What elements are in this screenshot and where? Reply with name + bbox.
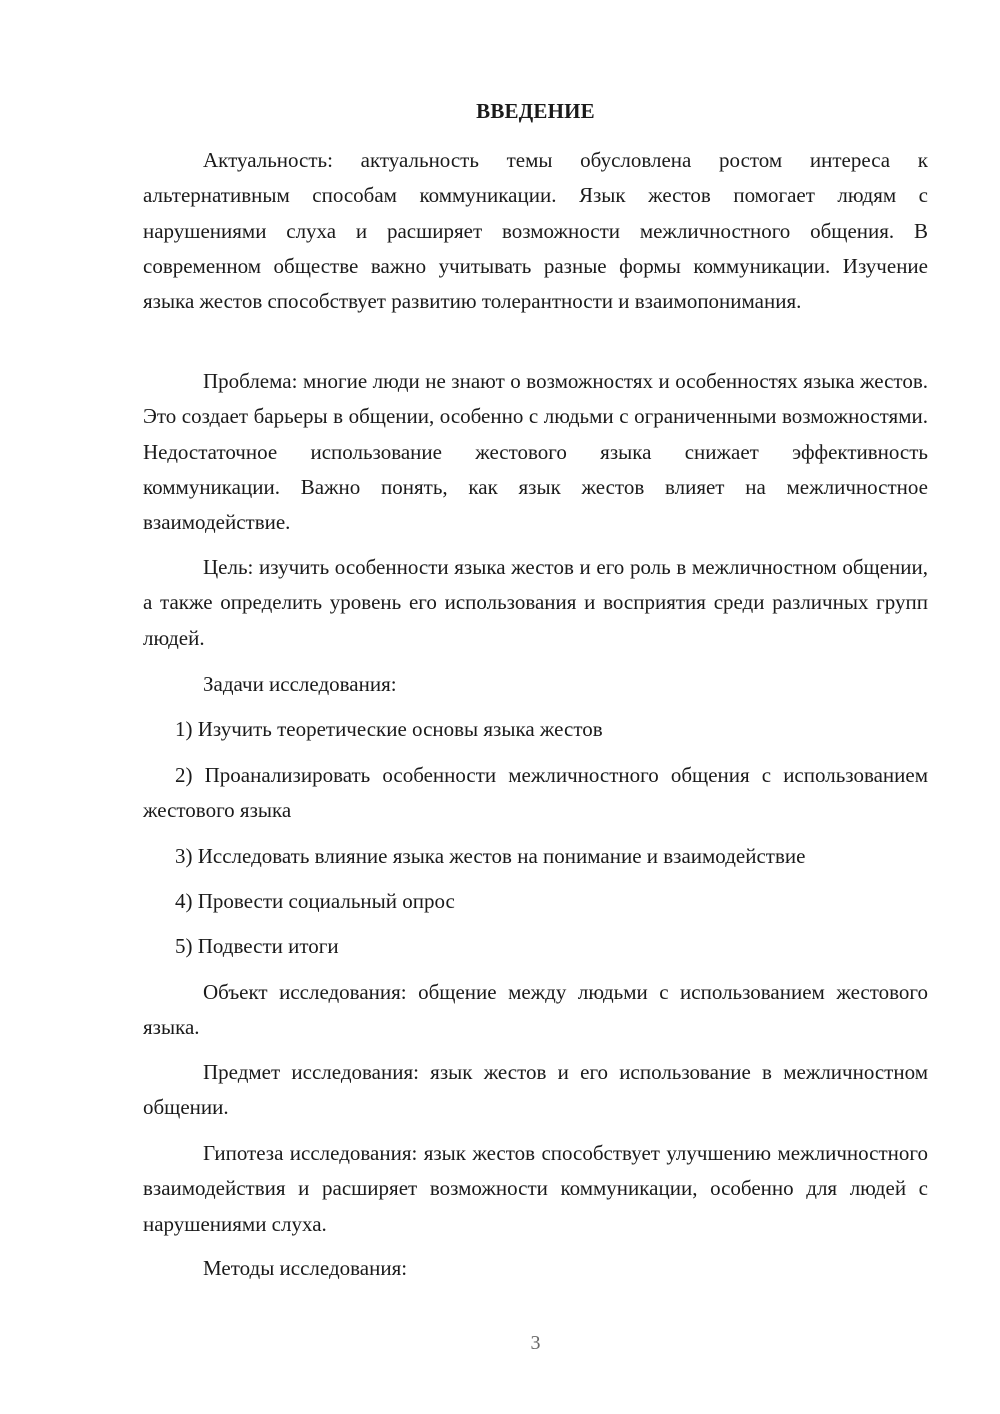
paragraph-relevance: Актуальность: актуальность темы обусловлена ростом интереса к альтернативным способам коммуникации. Язык жестов помогает людям с нарушениями слуха и расширяет возможности межличностного общения. В современном обществе важно учитывать разные формы коммуникации. Изучение языка жестов способствует развитию толерантности и взаимопонимания.: [143, 148, 928, 314]
task-item-3: 3) Исследовать влияние языка жестов на понимание и взаимодействие: [175, 844, 806, 868]
task-item-4: 4) Провести социальный опрос: [175, 889, 455, 913]
paragraph-subject: Предмет исследования: язык жестов и его использование в межличностном общении.: [143, 1060, 928, 1120]
paragraph-hypothesis: Гипотеза исследования: язык жестов способствует улучшению межличностного взаимодействия и расширяет возможности коммуникации, особенно для людей с нарушениями слуха.: [143, 1141, 928, 1236]
paragraph-goal: Цель: изучить особенности языка жестов и его роль в межличностном общении, а также определить уровень его использования и восприятия среди различных групп людей.: [143, 555, 928, 650]
task-item-1: 1) Изучить теоретические основы языка жестов: [175, 717, 603, 741]
section-title: ВВЕДЕНИЕ: [476, 99, 595, 123]
paragraph-problem: Проблема: многие люди не знают о возможностях и особенностях языка жестов. Это создает барьеры в общении, особенно с людьми с ограниченными возможностями. Недостаточное использование жестового языка снижает эффективность коммуникации. Важно понять, как язык жестов влияет на межличностное взаимодействие.: [143, 369, 928, 535]
task-item-2: 2) Проанализировать особенности межличностного общения с использованием жестового языка: [143, 763, 928, 823]
task-item-5: 5) Подвести итоги: [175, 934, 339, 958]
tasks-heading: Задачи исследования:: [203, 672, 397, 696]
methods-heading: Методы исследования:: [203, 1256, 408, 1280]
paragraph-object: Объект исследования: общение между людьми с использованием жестового языка.: [143, 980, 928, 1040]
page-number: 3: [530, 1332, 541, 1354]
